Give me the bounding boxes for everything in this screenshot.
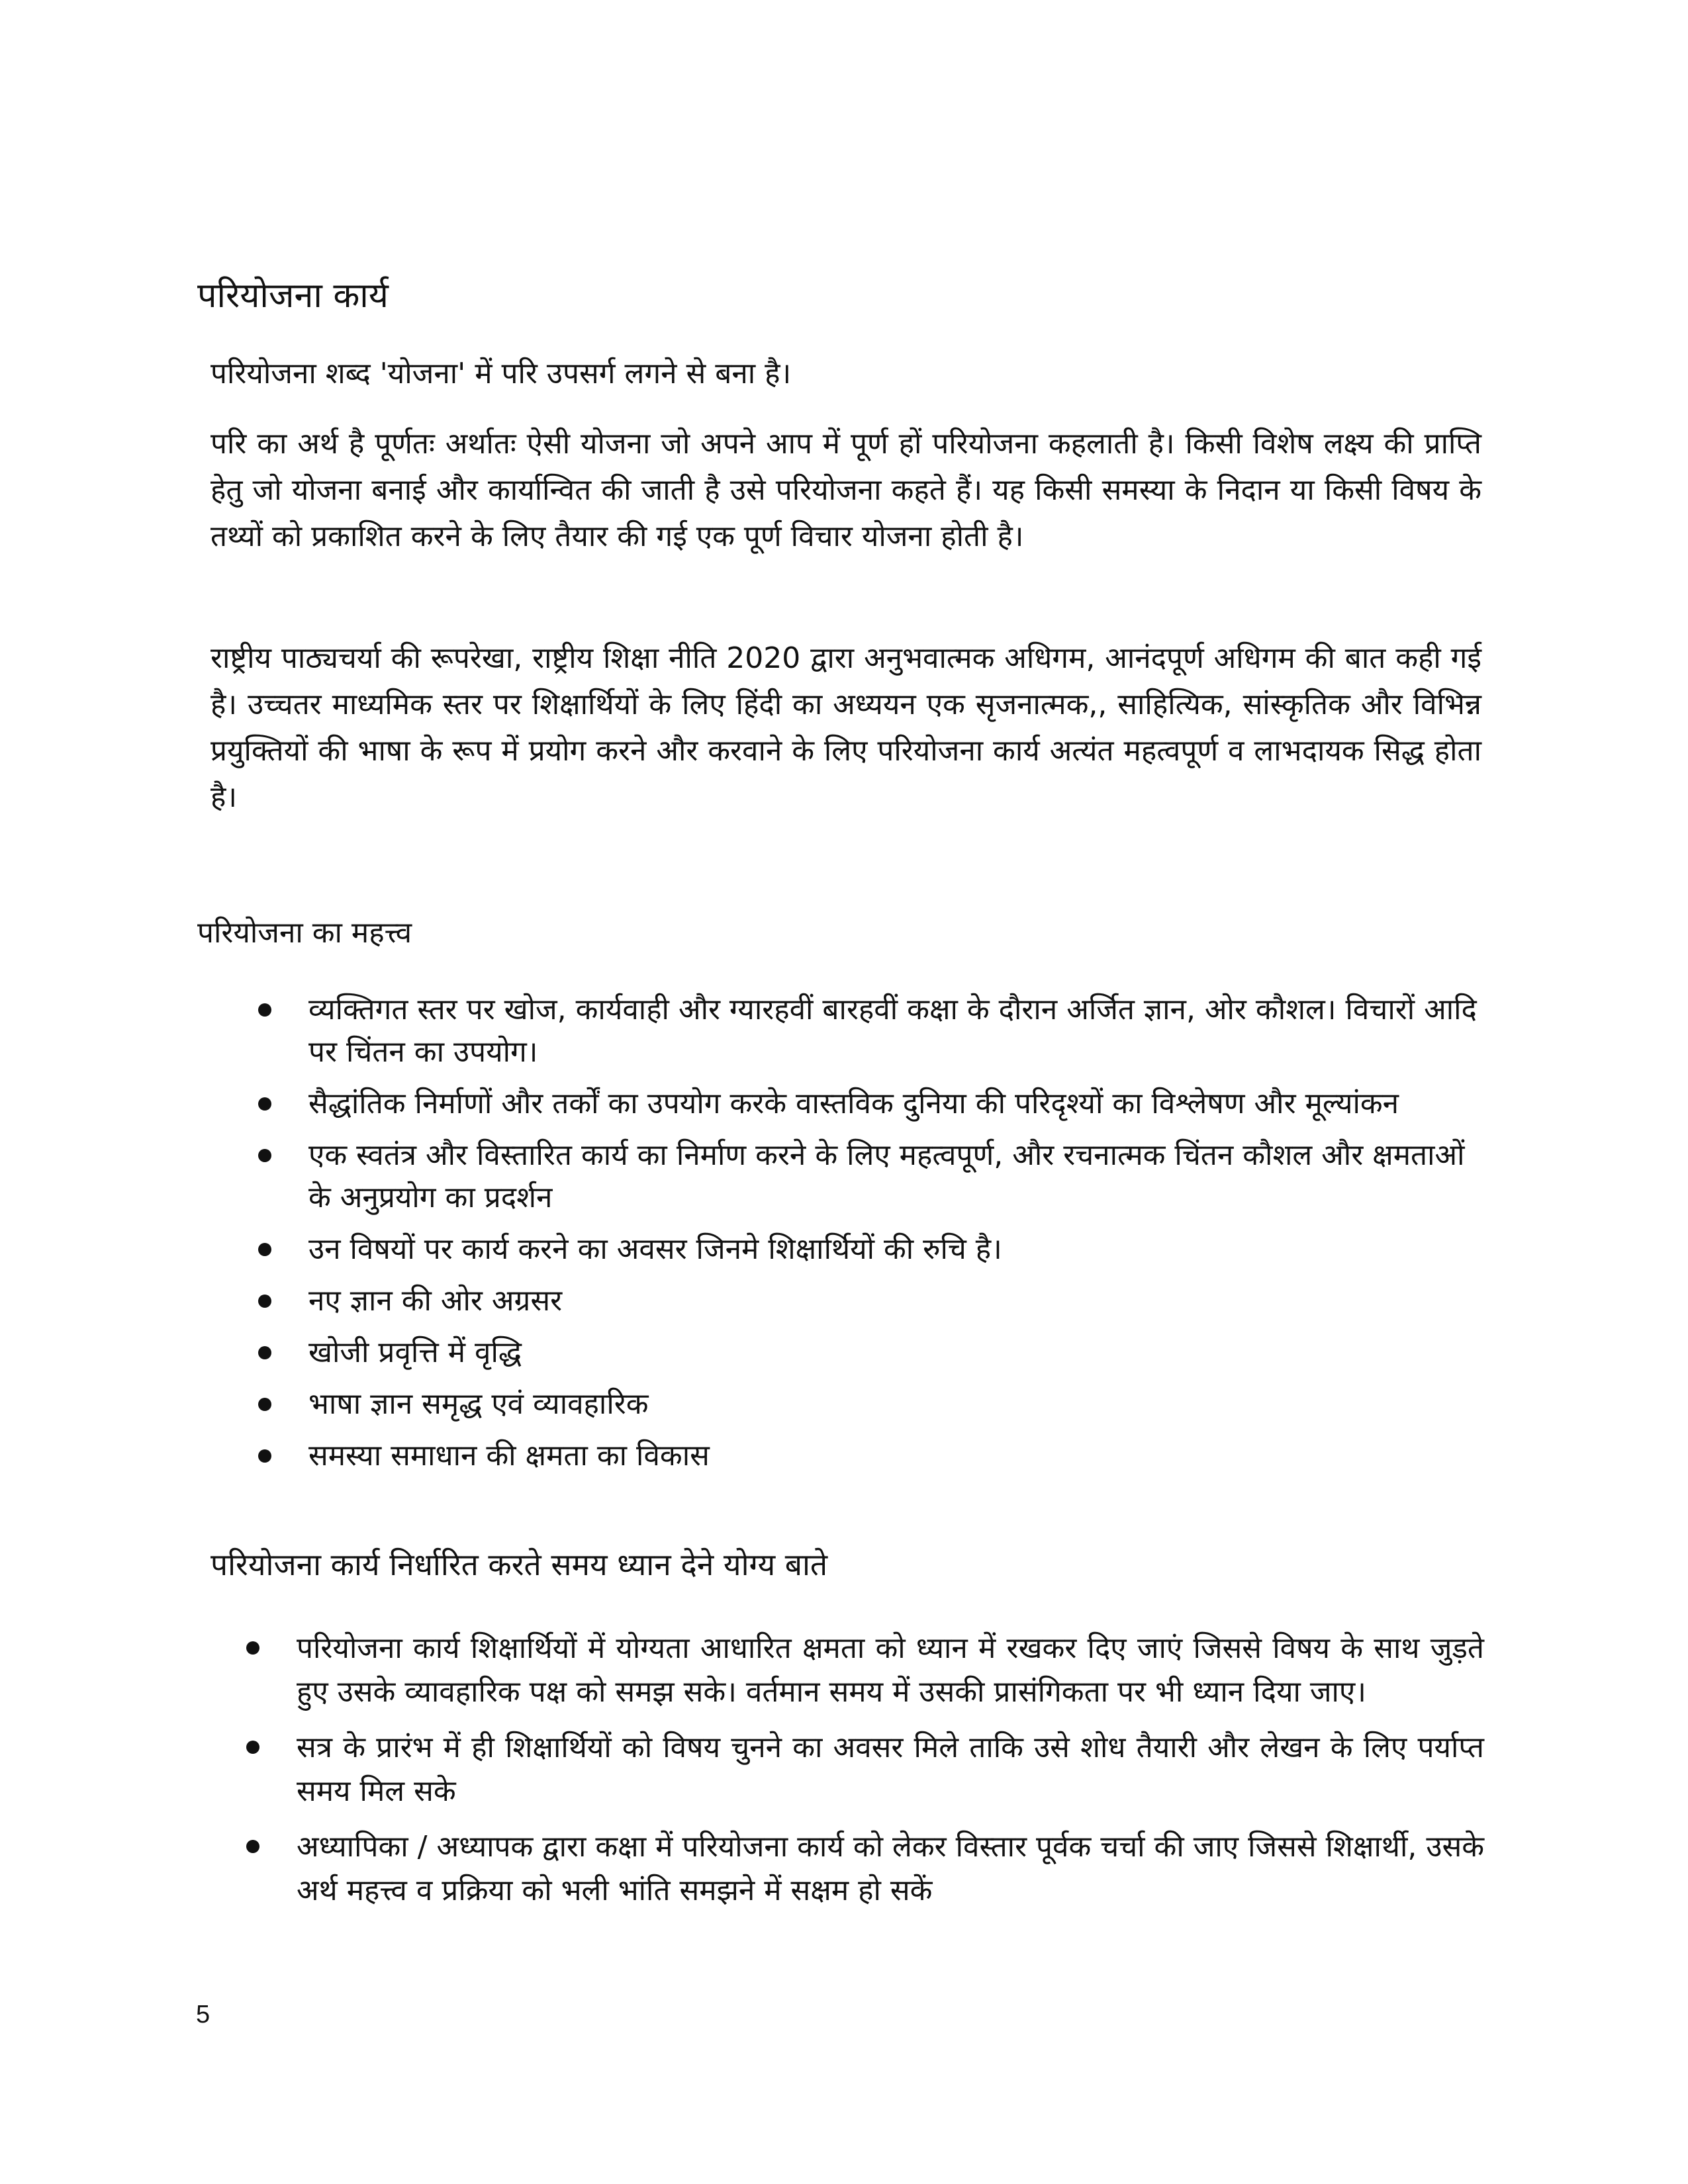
considerations-heading: परियोजना कार्य निर्धारित करते समय ध्यान देने योग्य बाते	[211, 1547, 828, 1582]
list-item-text: नए ज्ञान की ओर अग्रसर	[308, 1284, 563, 1318]
list-item-text: उन विषयों पर कार्य करने का अवसर जिनमे शिक्षार्थियों की रुचि है।	[308, 1232, 1002, 1266]
list-item-text: एक स्वतंत्र और विस्तारित कार्य का निर्माण करने के लिए महत्वपूर्ण, और रचनात्मक चिंतन कौशल और क्षमताओं के अनुप्रयोग का प्रदर्शन	[308, 1138, 1465, 1214]
bullet-icon	[258, 1295, 271, 1308]
list-item-text: अध्यापिका / अध्यापक द्वारा कक्षा में परियोजना कार्य को लेकर विस्तार पूर्वक चर्चा की जाए जिससे शिक्षार्थी, उसके अर्थ महत्त्व व प्रक्रिया को भली भांति समझने में सक्षम हो सकें	[297, 1830, 1484, 1907]
bullet-icon	[258, 1449, 271, 1463]
considerations-list	[246, 1627, 1484, 1925]
bullet-icon	[246, 1741, 259, 1754]
importance-heading: परियोजना का महत्त्व	[197, 916, 412, 950]
bullet-icon	[258, 1149, 271, 1162]
list-item	[246, 1825, 1484, 1913]
list-item	[258, 1228, 1483, 1271]
policy-paragraph: राष्ट्रीय पाठ्यचर्या की रूपरेखा, राष्ट्रीय शिक्षा नीति 2020 द्वारा अनुभवात्मक अधिगम, आनंदपूर्ण अधिगम की बात कही गई है। उच्चतर माध्यमिक स्तर पर शिक्षार्थियों के लिए हिंदी का अध्ययन एक सृजनात्मक,, साहित्यिक, सांस्कृतिक और विभिन्न प्रयुक्तियों की भाषा के रूप में प्रयोग करने और करवाने के लिए परियोजना कार्य अत्यंत महत्वपूर्ण व लाभदायक सिद्ध होता है।	[211, 641, 1481, 814]
list-item-text: समस्या समाधान की क्षमता का विकास	[308, 1439, 710, 1473]
bullet-icon	[258, 1243, 271, 1256]
list-item-text: व्यक्तिगत स्तर पर खोज, कार्यवाही और ग्यारहवीं बारहवीं कक्षा के दौरान अर्जित ज्ञान, ओर कौशल। विचारों आदि पर चिंतन का उपयोग।	[308, 993, 1477, 1069]
list-item	[258, 989, 1483, 1073]
page-title: परियोजना कार्य	[197, 276, 389, 316]
intro-paragraph: परियोजना शब्द 'योजना' में परि उपसर्ग लगने से बना है।	[211, 357, 792, 390]
list-item	[258, 1383, 1483, 1426]
list-item	[246, 1627, 1484, 1714]
definition-paragraph: परि का अर्थ है पूर्णतः अर्थातः ऐसी योजना जो अपने आप में पूर्ण हों परियोजना कहलाती है। किसी विशेष लक्ष्य की प्राप्ति हेतु जो योजना बनाई और कार्यान्वित की जाती है उसे परियोजना कहते हैं। यह किसी समस्या के निदान या किसी विषय के तथ्यों को प्रकाशित करने के लिए तैयार की गई एक पूर्ण विचार योजना होती है।	[211, 427, 1481, 553]
list-item-text: भाषा ज्ञान समृद्ध एवं व्यावहारिक	[308, 1387, 649, 1421]
importance-list	[258, 989, 1483, 1486]
bullet-icon	[258, 1097, 271, 1111]
bullet-icon	[246, 1641, 259, 1655]
bullet-icon	[258, 1003, 271, 1017]
list-item-text: खोजी प्रवृत्ति में वृद्धि	[308, 1336, 522, 1369]
bullet-icon	[258, 1398, 271, 1411]
page-number: 5	[196, 2001, 211, 2028]
list-item-text: परियोजना कार्य शिक्षार्थियों में योग्यता आधारित क्षमता को ध्यान में रखकर दिए जाएं जिससे विषय के साथ जुड़ते हुए उसके व्यावहारिक पक्ष को समझ सके। वर्तमान समय में उसकी प्रासंगिकता पर भी ध्यान दिया जाए।	[297, 1631, 1484, 1709]
bullet-icon	[258, 1346, 271, 1359]
list-item-text: सैद्धांतिक निर्माणों और तर्कों का उपयोग करके वास्तविक दुनिया की परिदृश्यों का विश्लेषण और मूल्यांकन	[308, 1087, 1399, 1120]
list-item	[246, 1726, 1484, 1813]
list-item-text: सत्र के प्रारंभ में ही शिक्षार्थियों को विषय चुनने का अवसर मिले ताकि उसे शोध तैयारी और लेखन के लिए पर्याप्त समय मिल सके	[297, 1731, 1484, 1808]
list-item	[258, 1435, 1483, 1477]
list-item	[258, 1332, 1483, 1374]
bullet-icon	[246, 1840, 259, 1853]
list-item	[258, 1134, 1483, 1219]
list-item	[258, 1083, 1483, 1125]
list-item	[258, 1280, 1483, 1322]
